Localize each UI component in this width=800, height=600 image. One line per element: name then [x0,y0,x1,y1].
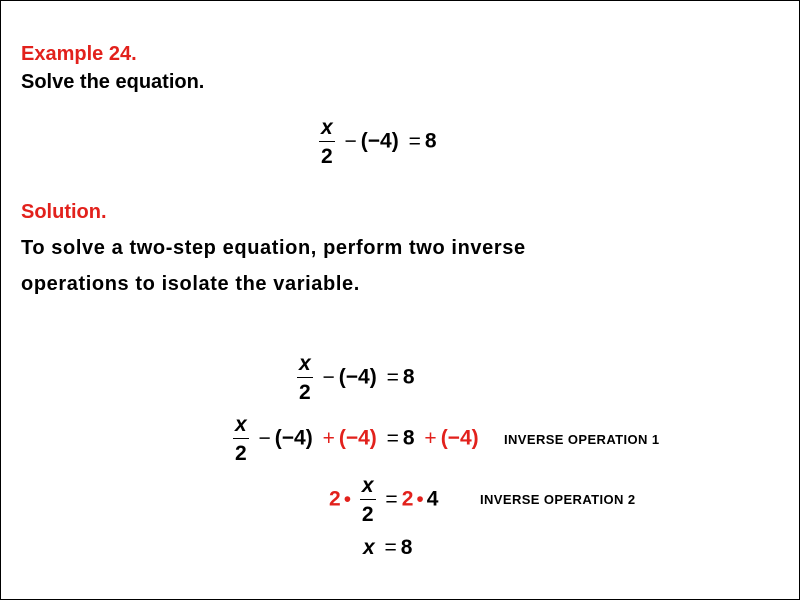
result-equation [363,536,412,560]
plus-sign: + [424,426,437,450]
minus-sign: − [258,426,271,450]
problem-equation [319,117,437,167]
step-1-rhs: 8 [402,426,415,450]
step-2-fraction [360,475,376,525]
step-0-fraction [297,353,313,403]
equals-sign: = [385,487,398,511]
step-1-term: (−4) [274,426,313,450]
result-value: 8 [400,536,413,559]
minus-sign: − [344,129,357,153]
step-1-fraction [233,414,249,464]
step-2-numerator: x [361,474,374,497]
step-2-denominator: 2 [361,503,374,526]
solution-line-1: To solve a two-step equation, perform two inverse [21,237,526,259]
equals-sign: = [386,426,399,450]
step-1-equation [233,414,479,464]
inverse-operation-2-label: INVERSE OPERATION 2 [480,492,636,507]
step-2-rhs-multiplier: 2 [401,487,414,511]
plus-sign: + [322,426,335,450]
multiply-dot: • [343,487,352,511]
step-1-added-term: (−4) [338,426,377,450]
result-variable: x [363,536,375,559]
problem-term: (−4) [360,129,399,153]
step-1-denominator: 2 [235,442,247,465]
step-1-numerator: x [235,413,247,436]
step-0-equation [297,353,415,403]
inverse-operation-1-label: INVERSE OPERATION 1 [504,432,660,447]
minus-sign: − [322,365,335,389]
problem-numerator: x [321,116,333,139]
multiply-dot: • [416,487,424,511]
problem-fraction [319,117,335,167]
example-title: Example 24. [21,43,137,65]
step-1-added-rhs: (−4) [440,426,479,450]
equals-sign: = [384,536,397,559]
example-prompt: Solve the equation. [21,71,205,93]
problem-rhs: 8 [424,129,437,153]
step-0-numerator: x [299,352,311,375]
step-2-equation [329,475,438,525]
problem-denominator: 2 [321,145,333,168]
solution-line-2: operations to isolate the variable. [21,273,360,295]
equals-sign: = [386,365,399,389]
step-2-multiplier: 2 [329,487,341,511]
equals-sign: = [408,129,421,153]
step-0-denominator: 2 [299,381,311,404]
step-0-rhs: 8 [402,365,415,389]
solution-title: Solution. [21,201,107,223]
step-2-rhs: 4 [426,487,439,511]
step-0-term: (−4) [338,365,377,389]
